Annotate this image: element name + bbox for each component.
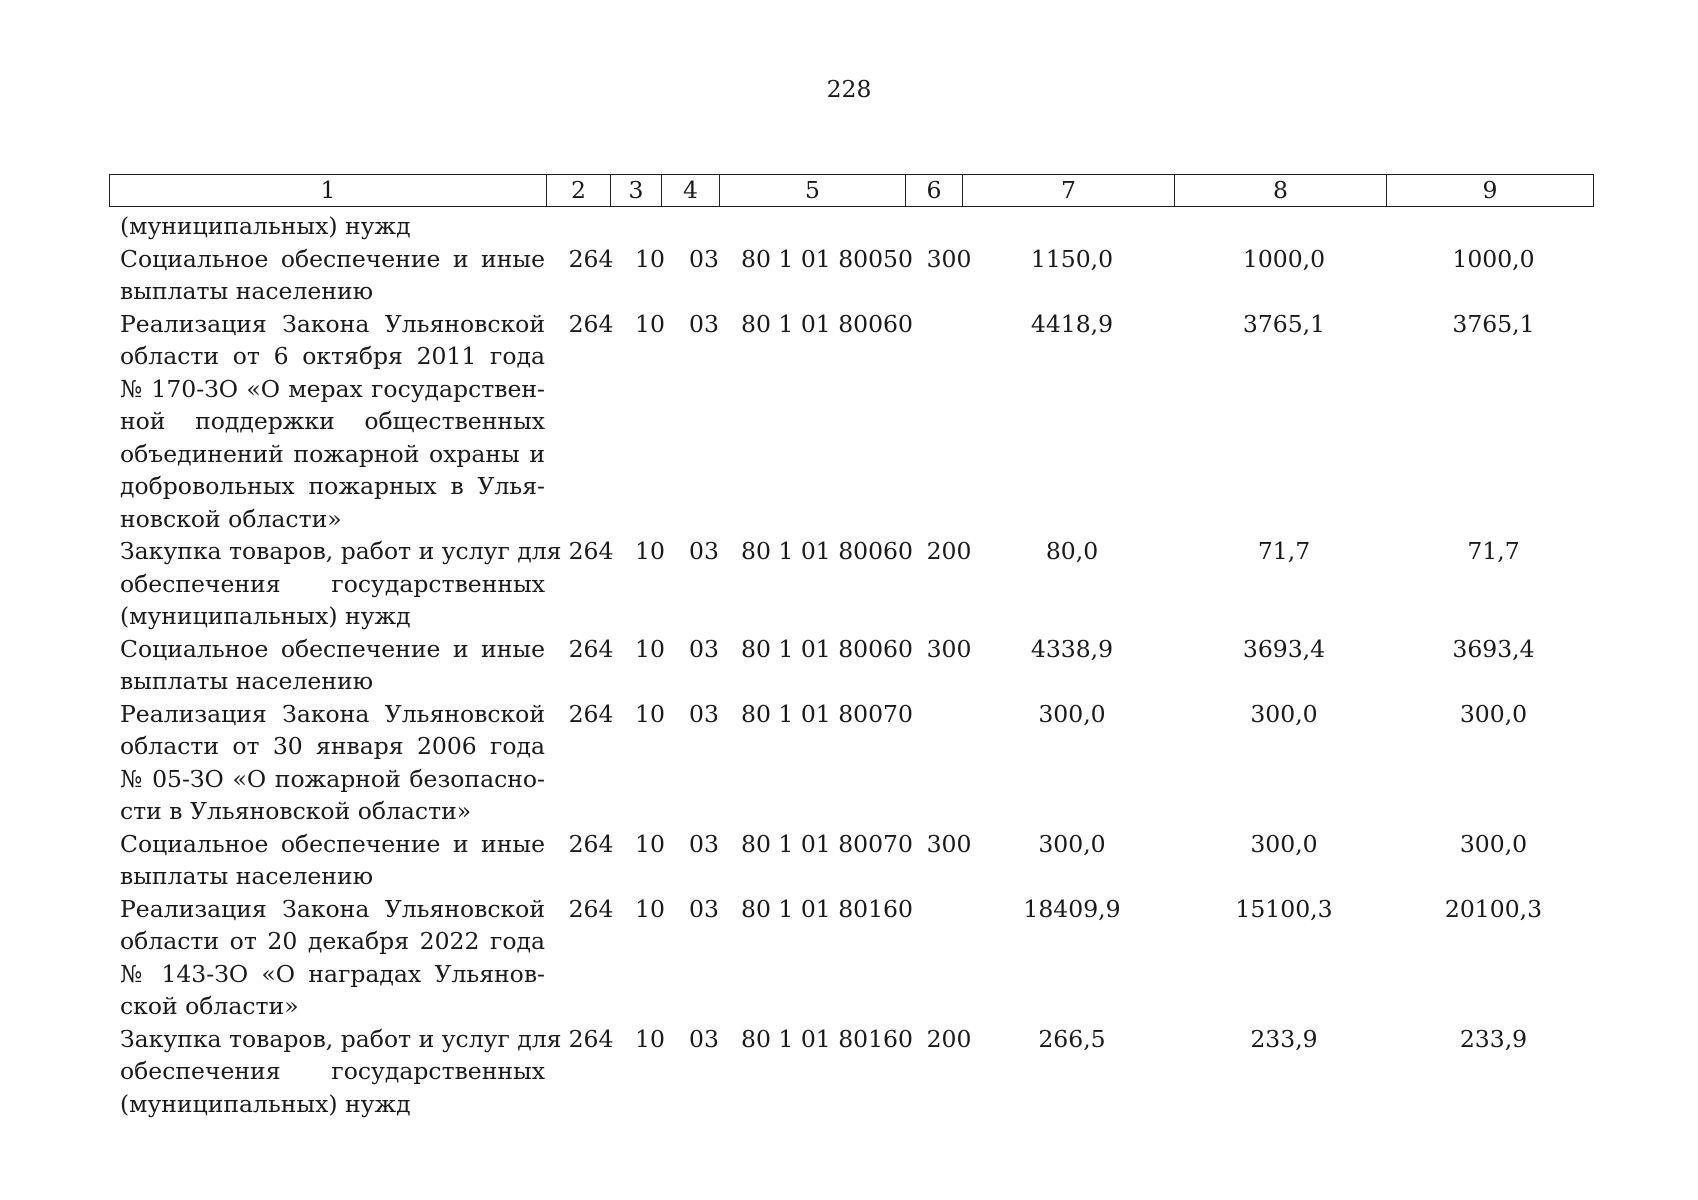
cell-amount-col9: 20100,3 [1444,894,1543,923]
cell-section: 10 [635,309,665,338]
cell-amount-col8: 233,9 [1250,1024,1318,1053]
cell-code: 264 [568,634,614,663]
description-line: сти в Ульяновской области» [120,797,472,825]
cell-amount-col7: 300,0 [1038,829,1106,858]
cell-description [109,893,545,1023]
table-row [109,210,545,243]
table-row [109,633,1535,698]
cell-amount-col8: 3765,1 [1242,309,1326,338]
cell-target-article: 80 1 01 80050 [741,244,913,273]
cell-subsection: 03 [689,244,719,273]
description-line: (муниципальных) нужд [120,212,411,240]
description-line: Закупка товаров, работ и услуг для [120,1024,562,1053]
cell-code: 264 [568,1024,614,1053]
description-line: (муниципальных) нужд [120,602,411,630]
column-header-table [109,174,1594,207]
column-header: 5 [720,175,906,207]
cell-amount-col7: 300,0 [1038,699,1106,728]
table-row [109,1023,1528,1121]
table-row [109,828,1528,893]
description-line: области от 6 октября 2011 года [120,342,545,370]
cell-subsection: 03 [689,894,719,923]
cell-section: 10 [635,244,665,273]
page-number: 228 [826,75,872,103]
cell-subsection: 03 [689,537,719,565]
description-line: Социальное обеспечение и иные [120,829,545,858]
cell-subsection: 03 [689,829,719,858]
cell-expense-type: 300 [926,829,972,858]
cell-target-article: 80 1 01 80070 [741,829,913,858]
table-row [109,893,1543,1023]
cell-description [109,1023,562,1121]
cell-code: 264 [568,699,614,728]
description-line: обеспечения государственных [120,1057,545,1085]
column-header: 7 [963,175,1175,207]
cell-expense-type: 200 [926,1024,972,1053]
cell-amount-col7: 80,0 [1045,537,1099,565]
cell-amount-col8: 15100,3 [1235,894,1333,923]
cell-section: 10 [635,1024,665,1053]
cell-expense-type: 300 [926,244,972,273]
cell-code: 264 [568,537,614,565]
cell-target-article: 80 1 01 80070 [741,699,913,728]
cell-code: 264 [568,894,614,923]
cell-amount-col9: 233,9 [1459,1024,1528,1053]
cell-amount-col9: 1000,0 [1452,244,1535,273]
cell-amount-col7: 1150,0 [1030,244,1114,273]
cell-target-article: 80 1 01 80060 [741,309,913,338]
column-header: 4 [662,175,720,207]
cell-description [109,308,545,536]
column-header-row [110,175,1594,207]
description-line: Реализация Закона Ульяновской [120,699,545,728]
cell-amount-col9: 71,7 [1467,537,1520,565]
description-line: Реализация Закона Ульяновской [120,309,545,338]
column-header: 1 [110,175,547,207]
description-line: № 05-ЗО «О пожарной безопасно- [120,764,545,793]
cell-subsection: 03 [689,634,719,663]
cell-description [109,828,545,893]
cell-amount-col8: 1000,0 [1242,244,1326,273]
description-line: Социальное обеспечение и иные [120,634,545,663]
description-line: выплаты населению [120,277,374,305]
cell-section: 10 [635,894,665,923]
description-line: Закупка товаров, работ и услуг для [120,537,562,565]
cell-section: 10 [635,537,665,565]
cell-amount-col9: 3693,4 [1452,634,1535,663]
column-header: 6 [906,175,963,207]
cell-description [109,210,545,243]
cell-amount-col8: 3693,4 [1242,634,1326,663]
cell-subsection: 03 [689,699,719,728]
table-row [109,243,1535,308]
cell-target-article: 80 1 01 80060 [741,634,913,663]
cell-amount-col7: 266,5 [1038,1024,1106,1053]
column-header: 8 [1175,175,1387,207]
description-line: Социальное обеспечение и иные [120,244,545,273]
description-line: добровольных пожарных в Улья- [120,472,545,500]
cell-code: 264 [568,309,614,338]
cell-section: 10 [635,829,665,858]
cell-description [109,633,545,698]
cell-target-article: 80 1 01 80160 [741,1024,913,1053]
description-line: выплаты населению [120,667,374,695]
cell-subsection: 03 [689,1024,719,1053]
cell-expense-type: 300 [926,634,972,663]
description-line: обеспечения государственных [120,569,545,598]
cell-expense-type: 200 [926,537,972,565]
cell-section: 10 [635,699,665,728]
description-line: области от 30 января 2006 года [120,732,545,760]
cell-section: 10 [635,634,665,663]
column-header: 9 [1387,175,1594,207]
cell-amount-col9: 3765,1 [1452,309,1535,338]
cell-amount-col9: 300,0 [1459,829,1528,858]
description-line: объединений пожарной охраны и [120,439,545,468]
table-row [109,698,1528,828]
cell-amount-col7: 4418,9 [1030,309,1114,338]
cell-amount-col8: 300,0 [1250,829,1318,858]
description-line: № 170-ЗО «О мерах государствен- [120,374,545,403]
cell-amount-col7: 4338,9 [1030,634,1114,663]
cell-amount-col8: 300,0 [1250,699,1318,728]
cell-amount-col7: 18409,9 [1023,894,1121,923]
column-header: 3 [611,175,662,207]
column-header: 2 [547,175,611,207]
cell-description [109,535,562,633]
description-line: (муниципальных) нужд [120,1089,411,1118]
description-line: Реализация Закона Ульяновской [120,894,545,923]
table-row [109,308,1535,536]
description-line: № 143-ЗО «О наградах Ульянов- [120,959,545,988]
cell-amount-col9: 300,0 [1459,699,1528,728]
cell-description [109,243,545,308]
table-body [109,210,1543,1120]
table-row [109,535,1520,633]
description-line: области от 20 декабря 2022 года [120,927,545,955]
description-line: новской области» [120,504,342,533]
cell-description [109,698,545,828]
description-line: ной поддержки общественных [120,407,545,435]
description-line: выплаты населению [120,862,374,890]
cell-target-article: 80 1 01 80060 [741,537,913,565]
cell-subsection: 03 [689,309,719,338]
cell-target-article: 80 1 01 80160 [741,894,913,923]
cell-code: 264 [568,829,614,858]
description-line: ской области» [120,992,299,1020]
cell-code: 264 [568,244,614,273]
cell-amount-col8: 71,7 [1257,537,1311,565]
